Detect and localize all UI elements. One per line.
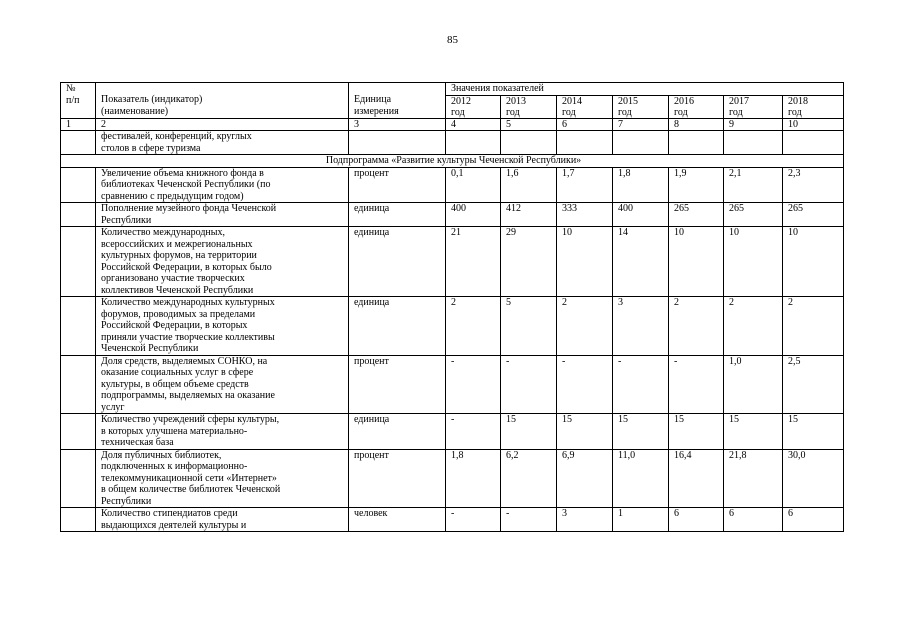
indicator-name-line: коллективов Чеченской Республики (101, 284, 254, 296)
unit-cell: единица (349, 297, 446, 356)
value-cell: 2 (446, 297, 501, 356)
value-cell: 14 (613, 227, 669, 297)
value-cell: 6 (669, 508, 724, 532)
indicator-name-line: подключенных к информационно- (101, 461, 248, 472)
indicator-name-cell (96, 449, 349, 508)
value-cell: 21 (446, 227, 501, 297)
value-cell: 15 (613, 414, 669, 450)
indicator-name-cell (96, 355, 349, 414)
indicator-name-cell (96, 227, 349, 297)
value-cell: 29 (501, 227, 557, 297)
value-cell: 15 (557, 414, 613, 450)
continuation-row (61, 131, 844, 155)
row-number-cell (61, 297, 96, 356)
value-cell: - (557, 355, 613, 414)
value-cell: 265 (724, 203, 783, 227)
header-year-suffix: год (788, 106, 802, 118)
header-year: 2017 (729, 95, 749, 107)
empty-cell (724, 131, 783, 155)
header-year: 2015 (618, 95, 638, 107)
indicator-name-line: Увеличение объема книжного фонда в (101, 167, 264, 179)
header-unit-cell (349, 83, 446, 119)
table-row (61, 227, 844, 297)
row-number-cell (61, 414, 96, 450)
indicator-name-line: фестивалей, конференций, круглых (101, 131, 252, 142)
row-number-cell (61, 203, 96, 227)
value-cell: 5 (501, 297, 557, 356)
column-number-cell: 10 (783, 118, 844, 131)
header-year-cell (446, 95, 501, 118)
indicator-name-line: Количество стипендиатов среди (101, 508, 238, 519)
indicator-name-line: библиотеках Чеченской Республики (по (101, 179, 271, 190)
row-number-cell (61, 355, 96, 414)
value-cell: 2 (557, 297, 613, 356)
value-cell: 333 (557, 203, 613, 227)
value-cell: 6,9 (557, 449, 613, 508)
value-cell: 1,8 (613, 167, 669, 203)
indicator-name-line: подпрограммы, выделяемых на оказание (101, 390, 275, 401)
header-year: 2018 (788, 95, 808, 107)
empty-cell (61, 131, 96, 155)
column-number-cell: 4 (446, 118, 501, 131)
value-cell: 1,0 (724, 355, 783, 414)
header-year-cell (613, 95, 669, 118)
header-year-cell (557, 95, 613, 118)
table-row (61, 167, 844, 203)
header-year-cell (669, 95, 724, 118)
empty-cell (669, 131, 724, 155)
value-cell: 30,0 (783, 449, 844, 508)
header-year-suffix: год (618, 106, 632, 118)
indicator-name-cell (96, 167, 349, 203)
indicator-name-line: столов в сфере туризма (101, 142, 201, 154)
header-indicator-cell (96, 83, 349, 119)
value-cell: - (669, 355, 724, 414)
table-row (61, 449, 844, 508)
empty-cell (557, 131, 613, 155)
value-cell: 1,6 (501, 167, 557, 203)
indicator-name-line: Пополнение музейного фонда Чеченской (101, 203, 277, 214)
indicator-name-line: выдающихся деятелей культуры и (101, 519, 247, 531)
page-number: 85 (447, 34, 458, 46)
value-cell: 15 (783, 414, 844, 450)
indicator-name-line: Республики (101, 495, 152, 507)
header-year: 2012 (451, 95, 471, 107)
header-year: 2013 (506, 95, 526, 107)
header-year-suffix: год (562, 106, 576, 118)
indicator-name-cell (96, 203, 349, 227)
header-year-suffix: год (451, 106, 465, 118)
value-cell: 2 (724, 297, 783, 356)
indicator-name-line: Чеченской Республики (101, 343, 199, 354)
indicator-name-line: телекоммуникационной сети «Интернет» (101, 472, 277, 484)
indicator-name-line: приняли участие творческие коллективы (101, 331, 275, 343)
indicator-name-line: Доля публичных библиотек, (101, 449, 222, 461)
header-year-suffix: год (674, 106, 688, 118)
indicator-name-line: техническая база (101, 437, 174, 448)
header-num-cell (61, 83, 96, 119)
indicator-name-line: культурных форумов, на территории (101, 250, 257, 261)
value-cell: 2 (669, 297, 724, 356)
value-cell: 400 (446, 203, 501, 227)
column-number-cell: 3 (349, 118, 446, 131)
column-number-cell: 8 (669, 118, 724, 131)
row-number-cell (61, 227, 96, 297)
indicator-name-line: Доля средств, выделяемых СОНКО, на (101, 355, 268, 367)
indicator-name-line: оказание социальных услуг в сфере (101, 367, 254, 378)
unit-cell: единица (349, 203, 446, 227)
header-year-cell (783, 95, 844, 118)
indicator-name-line: Российской Федерации, в которых (101, 320, 248, 331)
value-cell: - (501, 355, 557, 414)
header-year-cell (501, 95, 557, 118)
empty-cell (349, 131, 446, 155)
value-cell: 3 (557, 508, 613, 532)
header-year: 2016 (674, 95, 694, 107)
value-cell: 11,0 (613, 449, 669, 508)
value-cell: 2,5 (783, 355, 844, 414)
table-body (61, 83, 844, 532)
value-cell: 6 (783, 508, 844, 532)
column-number-cell: 9 (724, 118, 783, 131)
header-indicator-line-2: (наименование) (101, 105, 169, 117)
value-cell: 2,1 (724, 167, 783, 203)
column-number-cell: 7 (613, 118, 669, 131)
unit-cell: единица (349, 227, 446, 297)
unit-cell: процент (349, 167, 446, 203)
indicator-name-line: организовано участие творческих (101, 273, 245, 284)
header-unit-line-2: измерения (354, 105, 399, 117)
value-cell: 0,1 (446, 167, 501, 203)
subprogram-row (61, 155, 844, 168)
empty-cell (446, 131, 501, 155)
table-row (61, 355, 844, 414)
empty-cell (501, 131, 557, 155)
column-number-cell: 1 (61, 118, 96, 131)
indicator-name-line: форумов, проводимых за пределами (101, 308, 256, 320)
value-cell: 15 (724, 414, 783, 450)
value-cell: 2 (783, 297, 844, 356)
indicator-name-line: культуры, в общем объеме средств (101, 378, 249, 390)
header-year: 2014 (562, 95, 582, 107)
indicator-name-line: услуг (101, 401, 125, 413)
value-cell: 15 (669, 414, 724, 450)
table-row (61, 508, 844, 532)
subprogram-title: Подпрограмма «Развитие культуры Чеченской Республики» (61, 155, 844, 168)
indicator-name-line: Республики (101, 214, 152, 226)
value-cell: - (613, 355, 669, 414)
table-row (61, 414, 844, 450)
value-cell: - (446, 414, 501, 450)
column-number-cell: 6 (557, 118, 613, 131)
value-cell: 1,9 (669, 167, 724, 203)
row-number-cell (61, 508, 96, 532)
header-row (61, 83, 844, 96)
header-year-suffix: год (729, 106, 743, 118)
header-year-suffix: год (506, 106, 520, 118)
unit-cell: процент (349, 449, 446, 508)
numbering-row (61, 118, 844, 131)
value-cell: 21,8 (724, 449, 783, 508)
value-cell: 400 (613, 203, 669, 227)
row-number-cell (61, 167, 96, 203)
table-row (61, 297, 844, 356)
row-number-cell (61, 449, 96, 508)
header-num-line-2: п/п (66, 94, 80, 106)
empty-cell (783, 131, 844, 155)
indicator-name-cell (96, 508, 349, 532)
value-cell: 6 (724, 508, 783, 532)
indicator-name-cell (96, 414, 349, 450)
header-values-title: Значения показателей (446, 83, 844, 96)
value-cell: 10 (669, 227, 724, 297)
value-cell: 412 (501, 203, 557, 227)
value-cell: 6,2 (501, 449, 557, 508)
header-unit-line-1: Единица (354, 94, 392, 105)
value-cell: 10 (557, 227, 613, 297)
value-cell: 1,8 (446, 449, 501, 508)
indicator-name-line: в которых улучшена материально- (101, 425, 248, 437)
value-cell: 10 (724, 227, 783, 297)
indicator-name-cell (96, 131, 349, 155)
value-cell: 16,4 (669, 449, 724, 508)
value-cell: 1,7 (557, 167, 613, 203)
indicator-name-line: Российской Федерации, в которых было (101, 261, 272, 273)
value-cell: 1 (613, 508, 669, 532)
value-cell: 3 (613, 297, 669, 356)
header-year-cell (724, 95, 783, 118)
indicator-name-line: Количество международных культурных (101, 297, 275, 308)
table-row (61, 203, 844, 227)
column-number-cell: 5 (501, 118, 557, 131)
value-cell: - (446, 355, 501, 414)
value-cell: 2,3 (783, 167, 844, 203)
empty-cell (613, 131, 669, 155)
indicators-table (60, 82, 844, 532)
unit-cell: процент (349, 355, 446, 414)
value-cell: 265 (783, 203, 844, 227)
value-cell: 10 (783, 227, 844, 297)
header-num-line-1: № (66, 83, 76, 94)
header-indicator-line-1: Показатель (индикатор) (101, 94, 203, 105)
value-cell: - (446, 508, 501, 532)
value-cell: 265 (669, 203, 724, 227)
indicator-name-line: Количество учреждений сферы культуры, (101, 414, 280, 425)
column-number-cell: 2 (96, 118, 349, 131)
indicator-name-line: всероссийских и межрегиональных (101, 238, 253, 250)
value-cell: - (501, 508, 557, 532)
unit-cell: единица (349, 414, 446, 450)
unit-cell: человек (349, 508, 446, 532)
indicator-name-line: Количество международных, (101, 227, 225, 238)
indicator-name-cell (96, 297, 349, 356)
indicator-name-line: в общем количестве библиотек Чеченской (101, 484, 281, 495)
value-cell: 15 (501, 414, 557, 450)
indicator-name-line: сравнению с предыдущим годом) (101, 190, 244, 202)
